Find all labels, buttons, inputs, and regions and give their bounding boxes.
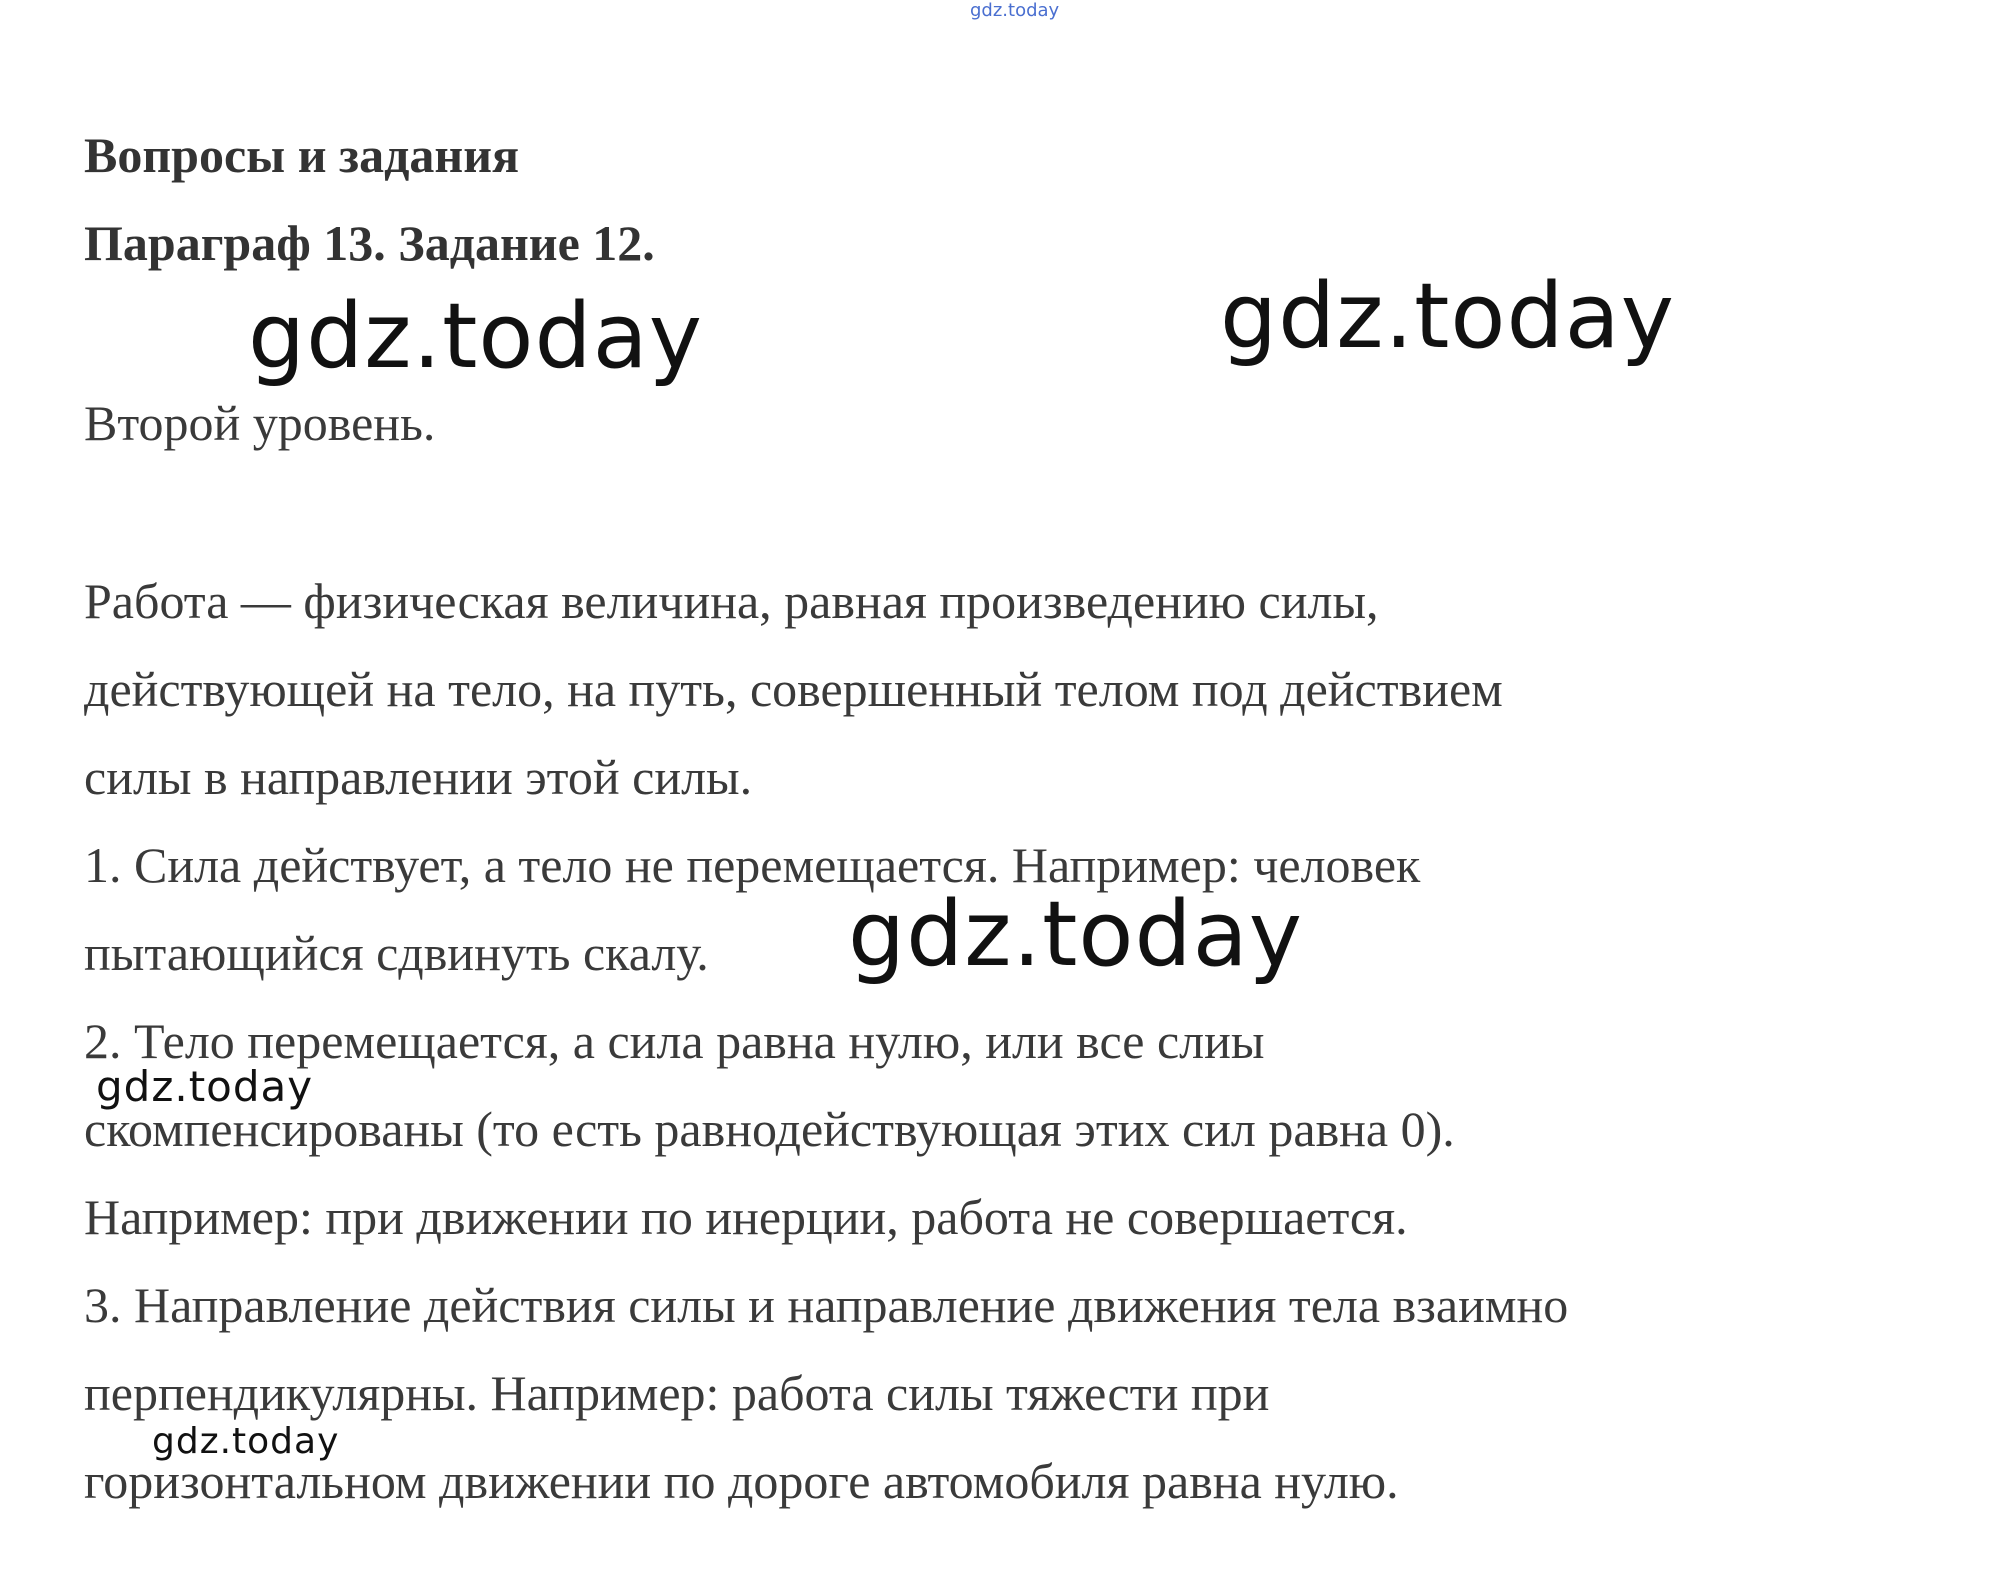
level-label: Второй уровень. [84, 395, 436, 451]
text-line: силы в направлении этой силы. [84, 749, 753, 805]
watermark-small-bottom: gdz.today [152, 1421, 340, 1462]
section-heading: Вопросы и задания [84, 127, 520, 183]
text-line: 2. Тело перемещается, а сила равна нулю, или все слиы [84, 1013, 1265, 1069]
text-line: 1. Сила действует, а тело не перемещается. Например: человек [84, 837, 1421, 893]
text-line: скомпенсированы (то есть равнодействующая этих сил равна 0). [84, 1101, 1455, 1157]
watermark-small-left: gdz.today [96, 1062, 314, 1111]
watermark-top: gdz.today [970, 0, 1060, 21]
text-line: Например: при движении по инерции, работа не совершается. [84, 1189, 1408, 1245]
text-line: действующей на тело, на путь, совершенный телом под действием [84, 661, 1503, 717]
watermark-large-center: gdz.today [848, 882, 1304, 987]
text-line: перпендикулярны. Например: работа силы тяжести при [84, 1365, 1270, 1421]
text-line: пытающийся сдвинуть скалу. [84, 925, 709, 981]
task-heading: Параграф 13. Задание 12. [84, 215, 655, 271]
text-line: 3. Направление действия силы и направление движения тела взаимно [84, 1277, 1569, 1333]
watermark-large-right: gdz.today [1220, 264, 1676, 369]
text-line: горизонтальном движении по дороге автомобиля равна нулю. [84, 1453, 1399, 1509]
text-line: Работа — физическая величина, равная произведению силы, [84, 573, 1379, 629]
watermark-large-left: gdz.today [248, 284, 704, 389]
